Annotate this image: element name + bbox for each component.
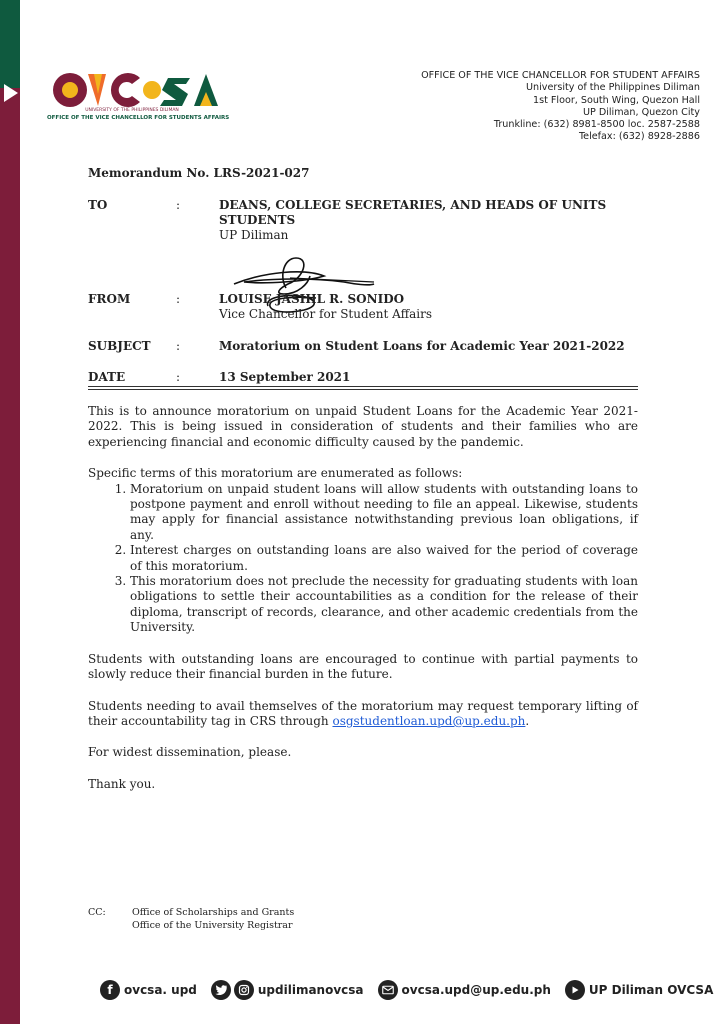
terms-list bbox=[88, 482, 638, 636]
paragraph-intro: This is to announce moratorium on unpaid Student Loans for the Academic Year 2021-2022. This is being issued in consideration of students and their families who are experiencing financial and economic difficulty caused by the pandemic. bbox=[88, 404, 638, 449]
youtube-icon[interactable] bbox=[565, 980, 585, 1000]
header-divider-bottom bbox=[88, 389, 638, 390]
accountability-end: . bbox=[525, 713, 530, 728]
youtube-channel[interactable]: UP Diliman OVCSA bbox=[588, 983, 714, 997]
cc-item: Office of Scholarships and Grants bbox=[132, 907, 295, 918]
to-line-1: DEANS, COLLEGE SECRETARIES, AND HEADS OF UNITS bbox=[219, 198, 607, 212]
cc-label: CC: bbox=[88, 907, 106, 918]
to-line-3: UP Diliman bbox=[219, 228, 289, 242]
office-line: Telefax: (632) 8928-2886 bbox=[578, 131, 700, 143]
to-colon: : bbox=[176, 198, 181, 212]
office-line: University of the Philippines Diliman bbox=[526, 82, 700, 94]
memo-number: Memorandum No. LRS-2021-027 bbox=[88, 166, 310, 180]
social-handle[interactable]: updilimanovcsa bbox=[257, 983, 364, 997]
subject-colon: : bbox=[176, 339, 181, 353]
list-item: 1. Moratorium on unpaid student loans will allow students with outstanding loans to postpone payment and enroll without needing to file an appeal. Likewise, students may apply for financial assistance notwithstanding previous loan obligations, if any. bbox=[130, 482, 638, 544]
footer-contacts bbox=[100, 978, 724, 1002]
paragraph-accountability bbox=[88, 699, 638, 730]
header-divider-top bbox=[88, 386, 638, 387]
facebook-handle[interactable]: ovcsa. upd bbox=[124, 983, 197, 997]
accountability-text: Students needing to avail themselves of the moratorium may request temporary lifting of their accountability tag in CRS through bbox=[88, 698, 638, 728]
paragraph-terms-intro: Specific terms of this moratorium are enumerated as follows: bbox=[88, 466, 463, 481]
from-colon: : bbox=[176, 292, 181, 306]
office-line: 1st Floor, South Wing, Quezon Hall bbox=[532, 94, 700, 106]
logo-university-line: UNIVERSITY OF THE PHILIPPINES DILIMAN bbox=[85, 108, 179, 113]
paragraph-partial-payments: Students with outstanding loans are encouraged to continue with partial payments to slowly reduce their financial burden in the future. bbox=[88, 651, 638, 682]
instagram-icon[interactable] bbox=[234, 980, 254, 1000]
facebook-icon[interactable]: f bbox=[100, 980, 120, 1000]
from-label: FROM bbox=[88, 292, 131, 306]
date-label: DATE bbox=[88, 370, 126, 384]
side-notch bbox=[4, 84, 18, 102]
to-label: TO bbox=[88, 198, 108, 212]
date-value: 13 September 2021 bbox=[219, 370, 351, 384]
cc-list bbox=[132, 907, 294, 932]
paragraph-dissemination: For widest dissemination, please. bbox=[88, 745, 292, 760]
from-name: LOUISE JASHIL R. SONIDO bbox=[219, 292, 405, 306]
from-title: Vice Chancellor for Student Affairs bbox=[219, 307, 432, 321]
loan-email-link[interactable]: osgstudentloan.upd@up.edu.ph bbox=[332, 713, 526, 728]
logo-office-line: OFFICE OF THE VICE CHANCELLOR FOR STUDENTS AFFAIRS bbox=[47, 115, 230, 121]
subject-value: Moratorium on Student Loans for Academic Year 2021-2022 bbox=[219, 339, 625, 353]
paragraph-thanks: Thank you. bbox=[88, 776, 156, 791]
office-line: UP Diliman, Quezon City bbox=[582, 106, 700, 118]
date-colon: : bbox=[176, 370, 181, 384]
office-line: OFFICE OF THE VICE CHANCELLOR FOR STUDENT AFFAIRS bbox=[421, 70, 700, 81]
side-bar-green bbox=[0, 0, 20, 88]
list-item: 3. This moratorium does not preclude the necessity for graduating students with loan obligations to settle their accountabilities as a condition for the release of their diploma, transcript of records, clearance, and other academic credentials from the University. bbox=[130, 574, 638, 636]
subject-label: SUBJECT bbox=[88, 339, 151, 353]
office-address bbox=[421, 70, 700, 144]
list-item: 2. Interest charges on outstanding loans are also waived for the period of coverage of this moratorium. bbox=[130, 543, 638, 574]
mail-icon[interactable] bbox=[378, 980, 398, 1000]
cc-item: Office of the University Registrar bbox=[132, 919, 293, 931]
side-bar-maroon bbox=[0, 0, 20, 1024]
footer-email[interactable]: ovcsa.upd@up.edu.ph bbox=[401, 983, 551, 997]
from-value bbox=[219, 292, 639, 322]
to-value bbox=[219, 198, 639, 243]
memo-body bbox=[88, 404, 638, 808]
to-line-2: STUDENTS bbox=[219, 213, 296, 227]
office-line: Trunkline: (632) 8981-8500 loc. 2587-2588 bbox=[493, 119, 700, 131]
twitter-icon[interactable] bbox=[211, 980, 231, 1000]
logo-text: OVCSA bbox=[48, 70, 52, 71]
